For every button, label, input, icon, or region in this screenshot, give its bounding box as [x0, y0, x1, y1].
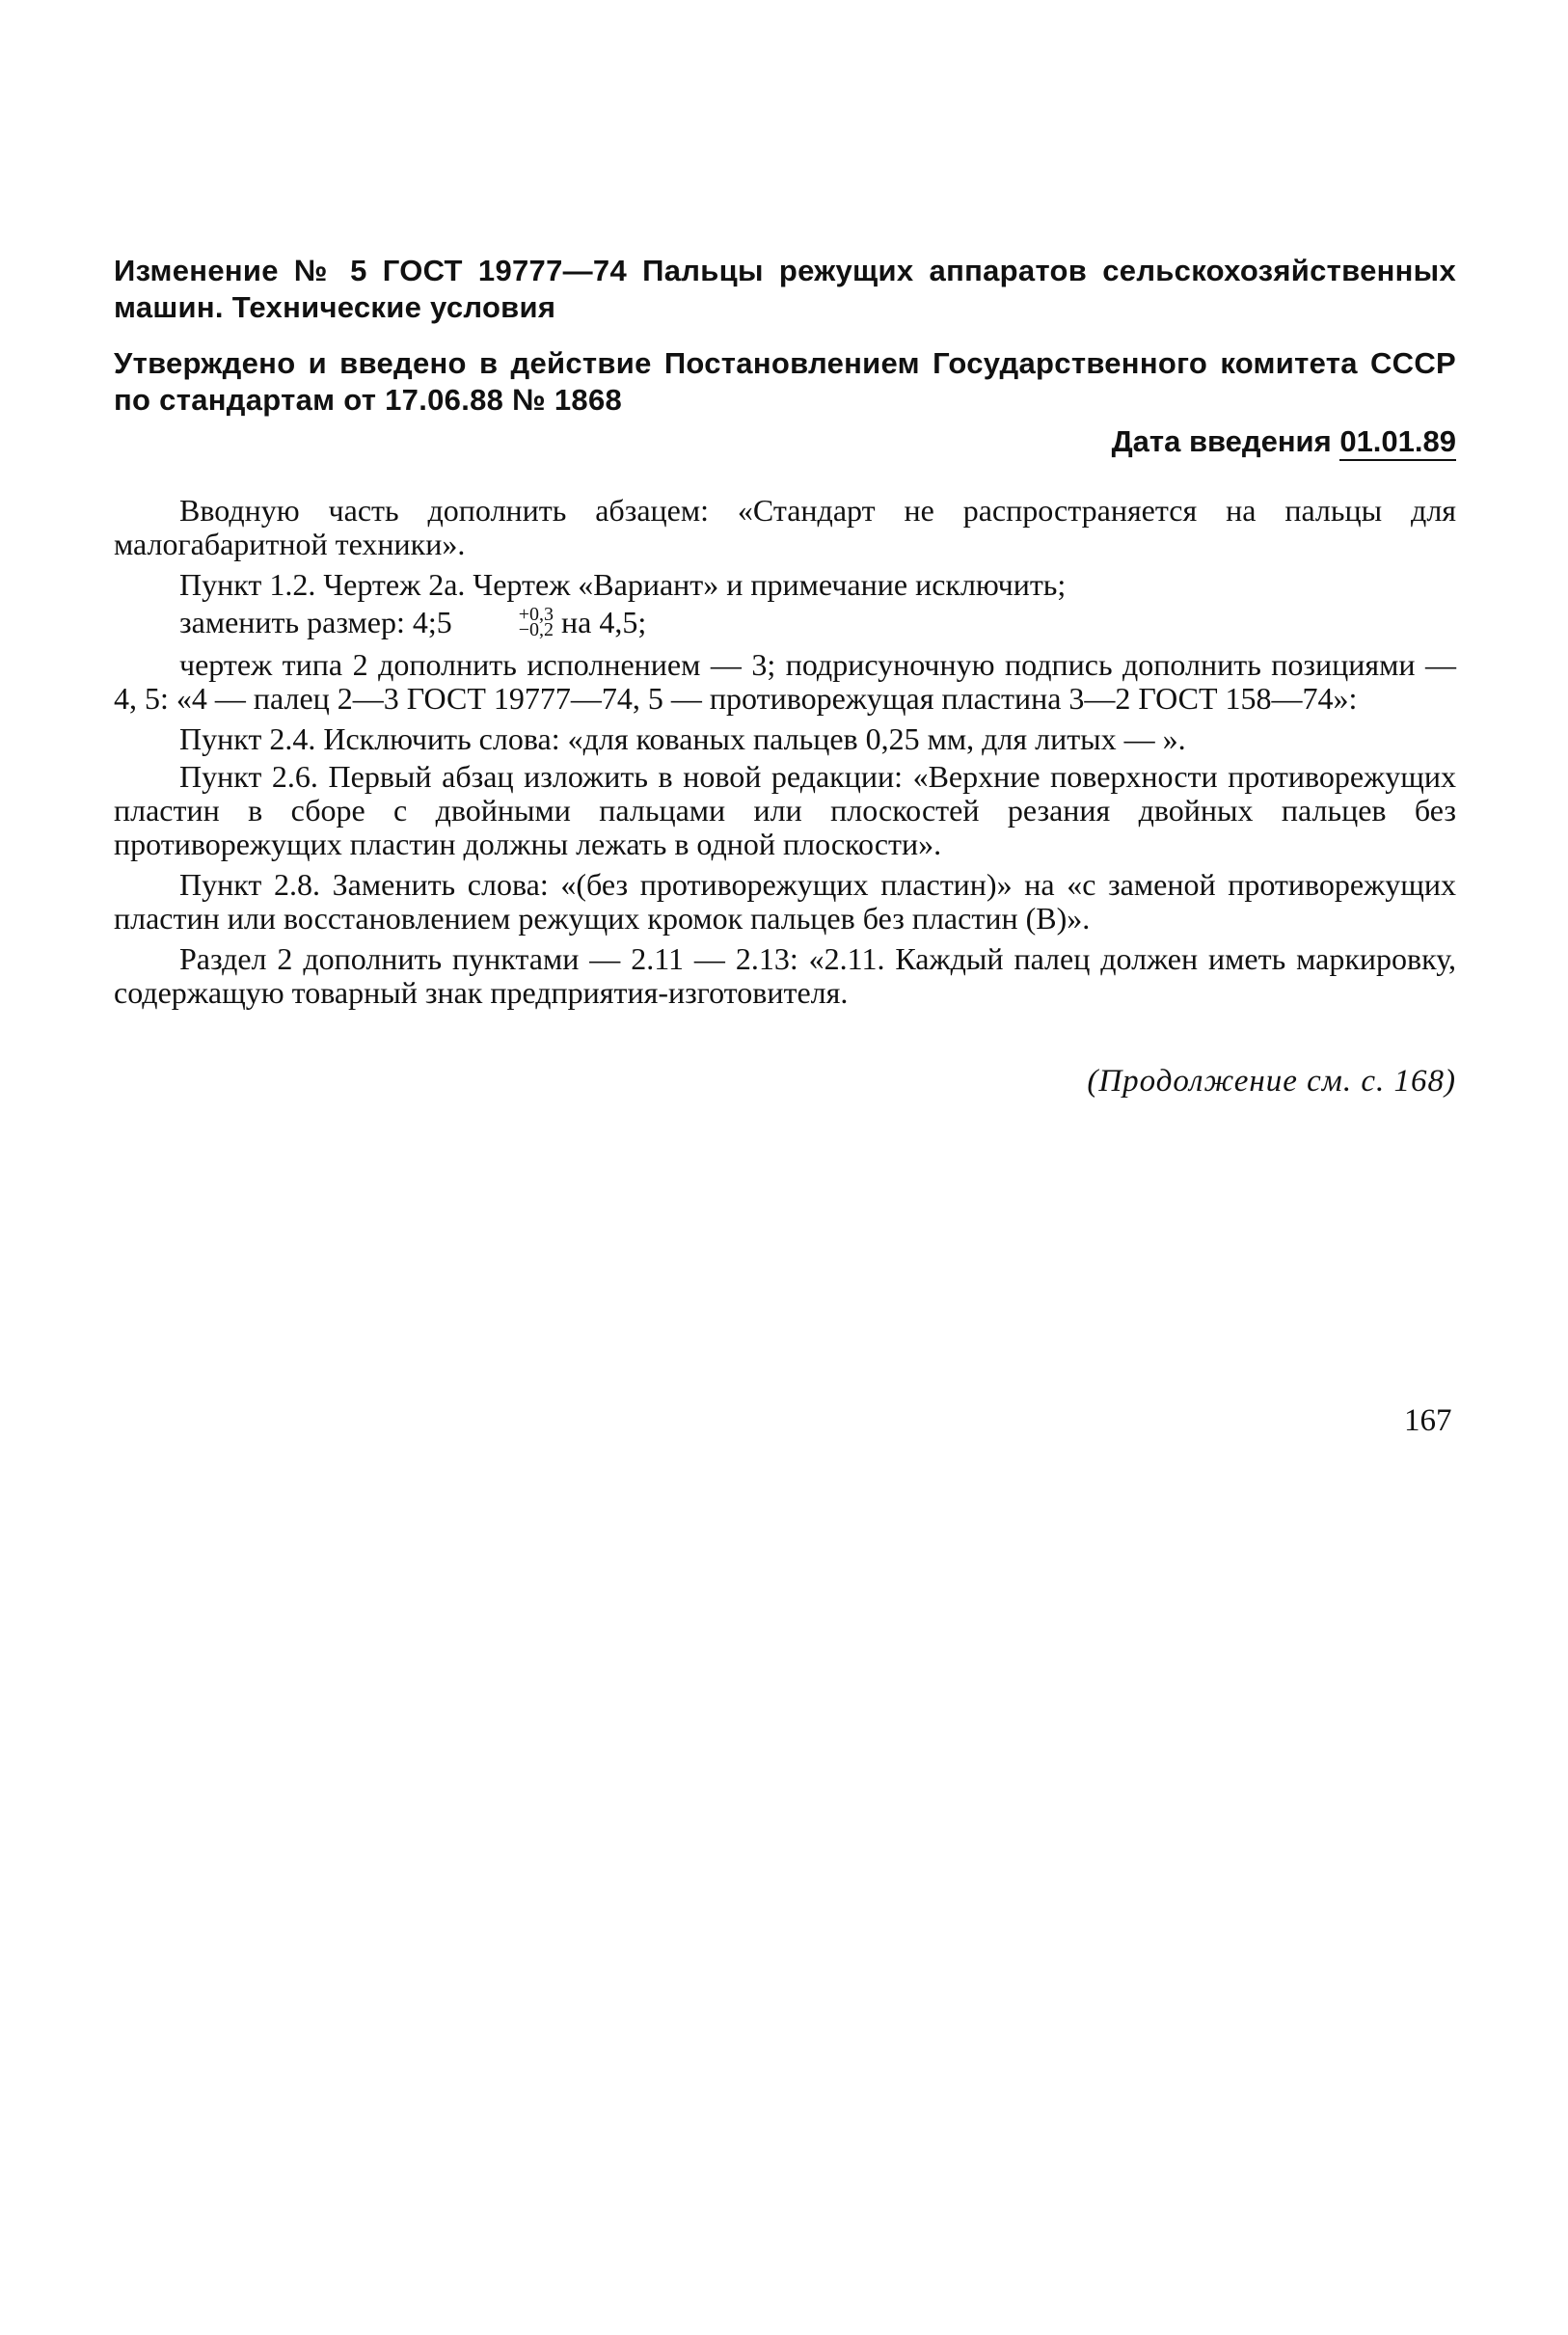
paragraph-intro-addition: Вводную часть дополнить абзацем: «Стандарт не распространяется на пальцы для малогабаритной техники».: [114, 493, 1456, 561]
paragraph-point-2-8: Пункт 2.8. Заменить слова: «(без противорежущих пластин)» на «с заменой противорежущих пластин или восстановлением режущих кромок пальцев без пластин (В)».: [114, 866, 1456, 936]
dimension-text-after: на 4,5;: [554, 605, 647, 639]
tolerance-upper: +0,3: [518, 603, 554, 625]
dimension-tolerance: [453, 603, 554, 640]
introduction-date-value: 01.01.89: [1339, 424, 1456, 461]
approval-statement: Утверждено и введено в действие Постановлением Государственного комитета СССР по стандартам от 17.06.88 № 1868: [114, 346, 1456, 417]
tolerance-lower: −0,2: [518, 618, 554, 640]
paragraph-point-2-6: Пункт 2.6. Первый абзац изложить в новой редакции: «Верхние поверхности противорежущих пластин в сборе с двойными пальцами или плоскостей резания двойных пальцев без противорежущих пластин должны лежать в одной плоскости».: [114, 758, 1456, 861]
paragraph-point-1-2: Пункт 1.2. Чертеж 2а. Чертеж «Вариант» и примечание исключить;: [179, 567, 1067, 602]
continuation-note: (Продолжение см. с. 168): [1087, 1063, 1456, 1099]
paragraph-replace-dimension: [114, 603, 1456, 641]
paragraph-drawing-type-2: чертеж типа 2 дополнить исполнением — 3; подрисуночную подпись дополнить позициями — 4, 5: «4 — палец 2—3 ГОСТ 19777—74, 5 — противорежущая пластина 3—2 ГОСТ 158—74»:: [114, 646, 1456, 716]
document-page: [114, 253, 1456, 1100]
page-number: 167: [1404, 1403, 1452, 1438]
dimension-text-before: заменить размер: 4;5: [179, 605, 452, 639]
introduction-date-label: Дата введения: [1111, 424, 1332, 458]
introduction-date: [114, 422, 1456, 461]
paragraph-point-2-4: Пункт 2.4. Исключить слова: «для кованых пальцев 0,25 мм, для литых — ».: [179, 720, 1186, 756]
amendment-body: [114, 494, 1456, 1010]
paragraph-section-2-addition: Раздел 2 дополнить пунктами — 2.11 — 2.13: «2.11. Каждый палец должен иметь маркировку, содержащую товарный знак предприятия-изготовителя.: [114, 940, 1456, 1010]
amendment-title: Изменение № 5 ГОСТ 19777—74 Пальцы режущих аппаратов сельскохозяйственных машин. Технические условия: [114, 254, 1456, 324]
